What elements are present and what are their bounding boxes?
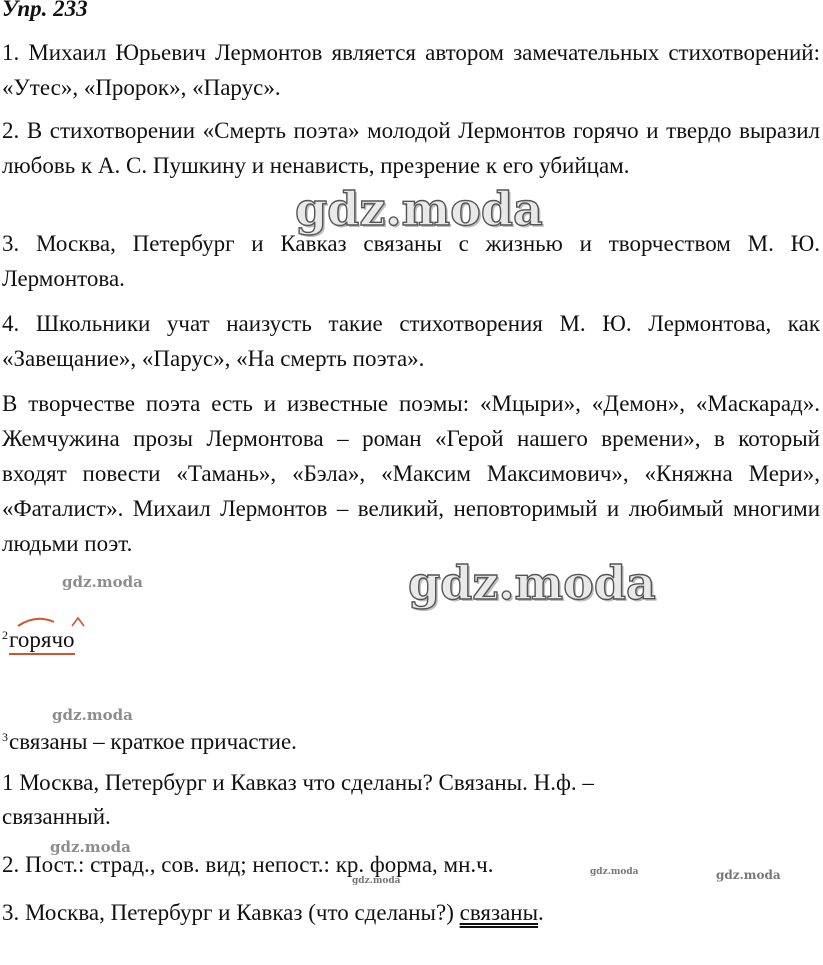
note-2-number: 2 (2, 628, 8, 642)
note-3-text: связаны – краткое причастие. (9, 729, 297, 754)
watermark-logo: gdz.moda (295, 182, 543, 236)
watermark-logo: gdz.moda (408, 556, 656, 610)
analysis-line-2: 2. Пост.: страд., сов. вид; непост.: кр. форма, мн.ч. (2, 852, 494, 877)
stress-arc-icon (14, 612, 94, 628)
exercise-title: Упр. 233 (2, 0, 88, 21)
watermark-logo: gdz.moda (62, 573, 143, 591)
analysis-line-1: 1 Москва, Петербург и Кавказ что сделаны? Связаны. Н.ф. – (2, 770, 594, 795)
analysis-line-3-text: 3. Москва, Петербург и Кавказ (что сделаны?) (2, 900, 460, 925)
watermark-logo: gdz.moda (590, 867, 639, 877)
paragraph-summary: В творчестве поэта есть и известные поэмы: «Мцыри», «Демон», «Маскарад». Жемчужина прозы Лермонтова – роман «Герой нашего времени», в который входят повести «Тамань», «Бэла», «Максим Максимович», «Княжна Мери», «Фаталист». Михаил Лермонтов – великий, неповторимый и любимый многими людьми поэт. (2, 391, 820, 556)
analysis-line-3-end: . (538, 900, 544, 925)
sentence-3: 3. Москва, Петербург и Кавказ связаны с жизнью и творчеством М. Ю. Лермонтова. (2, 231, 820, 291)
analysis-line-3-predicate: связаны (459, 900, 539, 925)
sentence-2: 2. В стихотворении «Смерть поэта» молодой Лермонтов горячо и твердо выразил любовь к А. С. Пушкину и ненависть, презрение к его убийцам. (2, 118, 820, 178)
note-3-number: 3 (2, 730, 8, 744)
watermark-logo: gdz.moda (52, 706, 133, 724)
sentence-4: 4. Школьники учат наизусть такие стихотворения М. Ю. Лермонтова, как «Завещание», «Парус», «На смерть поэта». (2, 311, 820, 371)
watermark-logo: gdz.moda (716, 868, 781, 882)
note-3 (2, 722, 297, 757)
watermark-logo: gdz.moda (352, 876, 401, 886)
analysis-line-1-cont: связанный. (2, 804, 111, 829)
watermark-logo: gdz.moda (50, 838, 131, 856)
analysis-line-3 (2, 898, 544, 928)
sentence-1: 1. Михаил Юрьевич Лермонтов является автором замечательных стихотворений: «Утес», «Пророк», «Парус». (2, 40, 820, 100)
note-2-word: горячо (9, 627, 75, 655)
